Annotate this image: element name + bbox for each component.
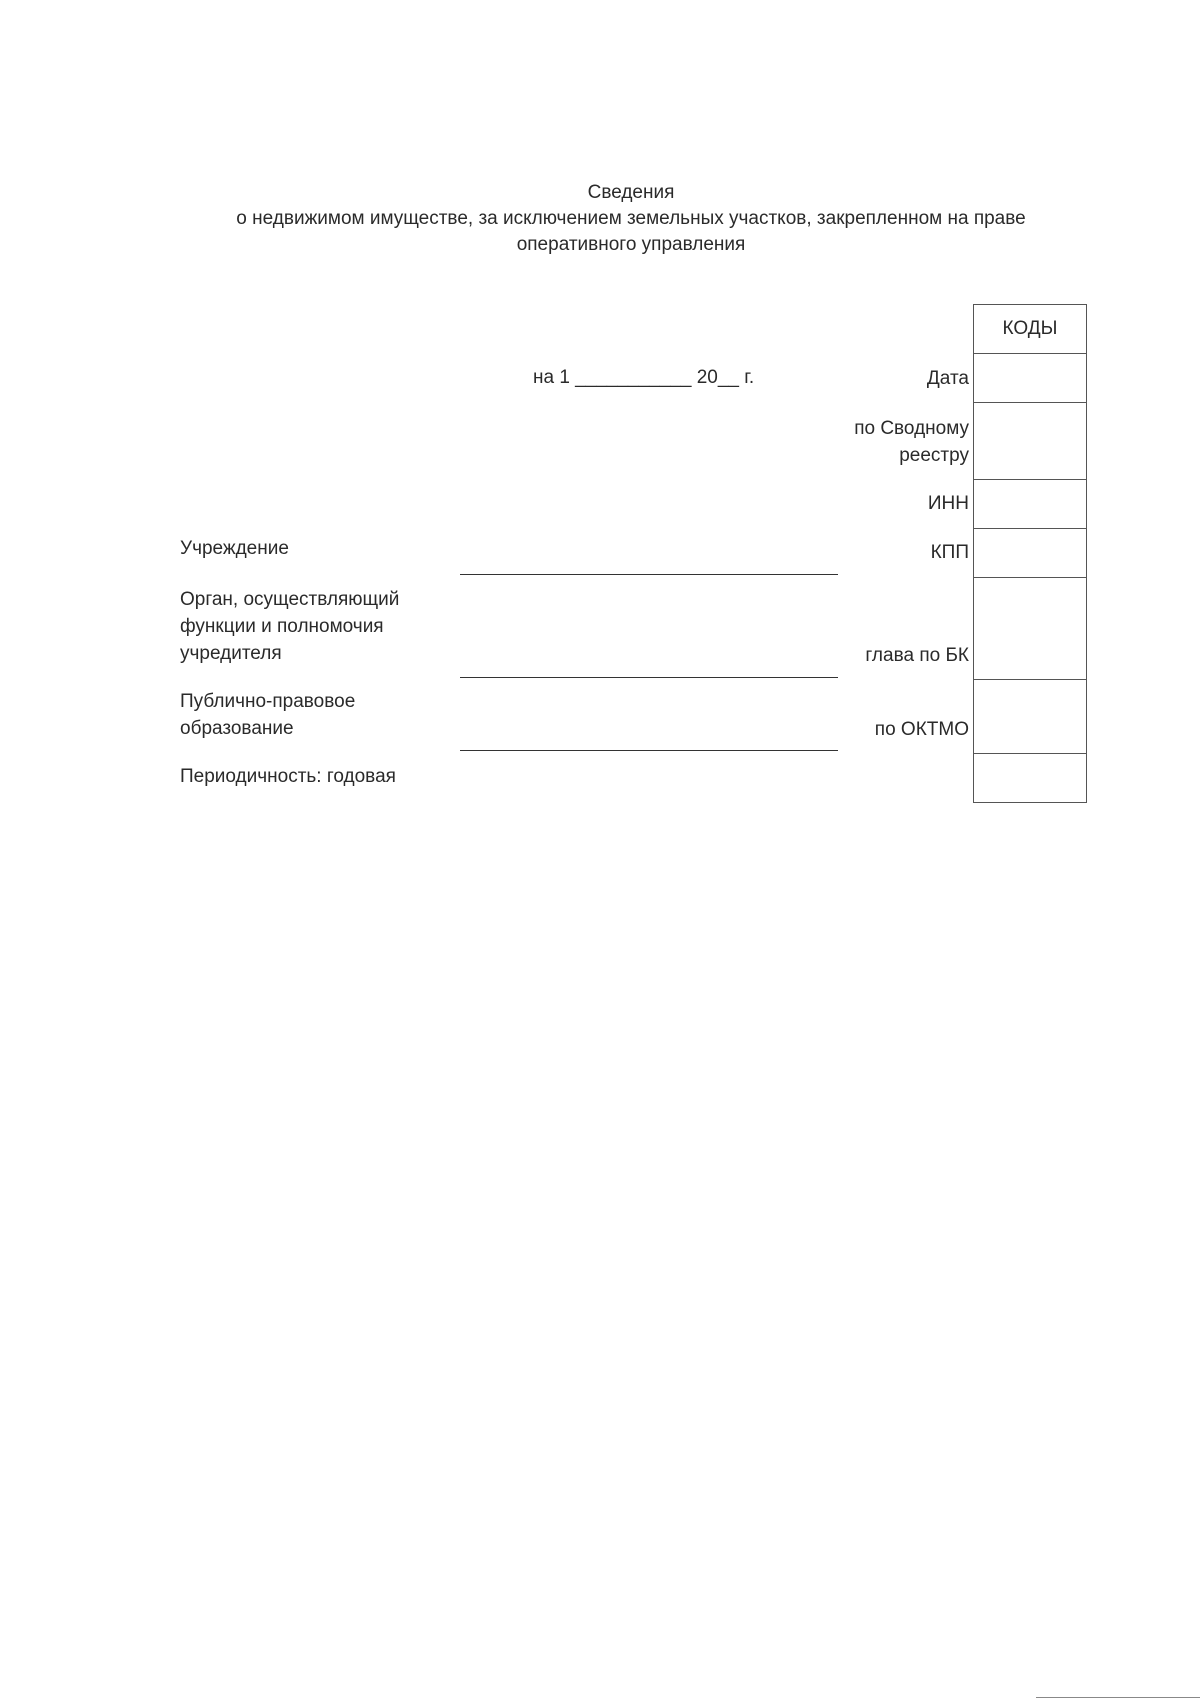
founder-label-line-1: Орган, осуществляющий (180, 589, 400, 610)
periodicity-label: Периодичность: годовая (180, 766, 396, 787)
codes-box (973, 304, 1087, 803)
founder-label (180, 586, 399, 667)
title-line-3: оперативного управления (516, 234, 746, 255)
code-cell-bk-chapter[interactable] (974, 578, 1086, 680)
code-cell-inn[interactable] (974, 480, 1086, 529)
document-title (0, 180, 1200, 258)
code-cell-registry[interactable] (974, 403, 1086, 480)
registry-code-label-line-2: реестру (899, 445, 969, 466)
title-line-2: о недвижимом имуществе, за исключением земельных участков, закрепленном на праве (236, 208, 1026, 229)
code-cell-kpp[interactable] (974, 529, 1086, 578)
public-entity-label-line-2: образование (180, 718, 294, 739)
institution-fill-line[interactable] (460, 574, 838, 575)
code-cell-periodicity[interactable] (974, 754, 1086, 802)
kpp-code-label: КПП (930, 542, 969, 563)
public-entity-label (180, 688, 355, 742)
founder-label-line-3: учредителя (180, 643, 282, 664)
code-cell-date[interactable] (974, 354, 1086, 403)
report-date-line: на 1 ___________ 20__ г. (533, 367, 755, 388)
public-entity-fill-line[interactable] (460, 750, 838, 751)
date-code-label: Дата (926, 368, 969, 389)
code-cell-oktmo[interactable] (974, 680, 1086, 754)
registry-code-label-line-1: по Сводному (854, 418, 969, 439)
title-line-1: Сведения (587, 182, 675, 203)
founder-label-line-2: функции и полномочия (180, 616, 384, 637)
institution-label: Учреждение (180, 538, 289, 559)
bk-chapter-code-label: глава по БК (865, 645, 969, 666)
oktmo-code-label: по ОКТМО (874, 719, 969, 740)
public-entity-label-line-1: Публично-правовое (180, 691, 356, 712)
codes-header: КОДЫ (974, 305, 1086, 354)
inn-code-label: ИНН (927, 493, 969, 514)
founder-fill-line[interactable] (460, 677, 838, 678)
